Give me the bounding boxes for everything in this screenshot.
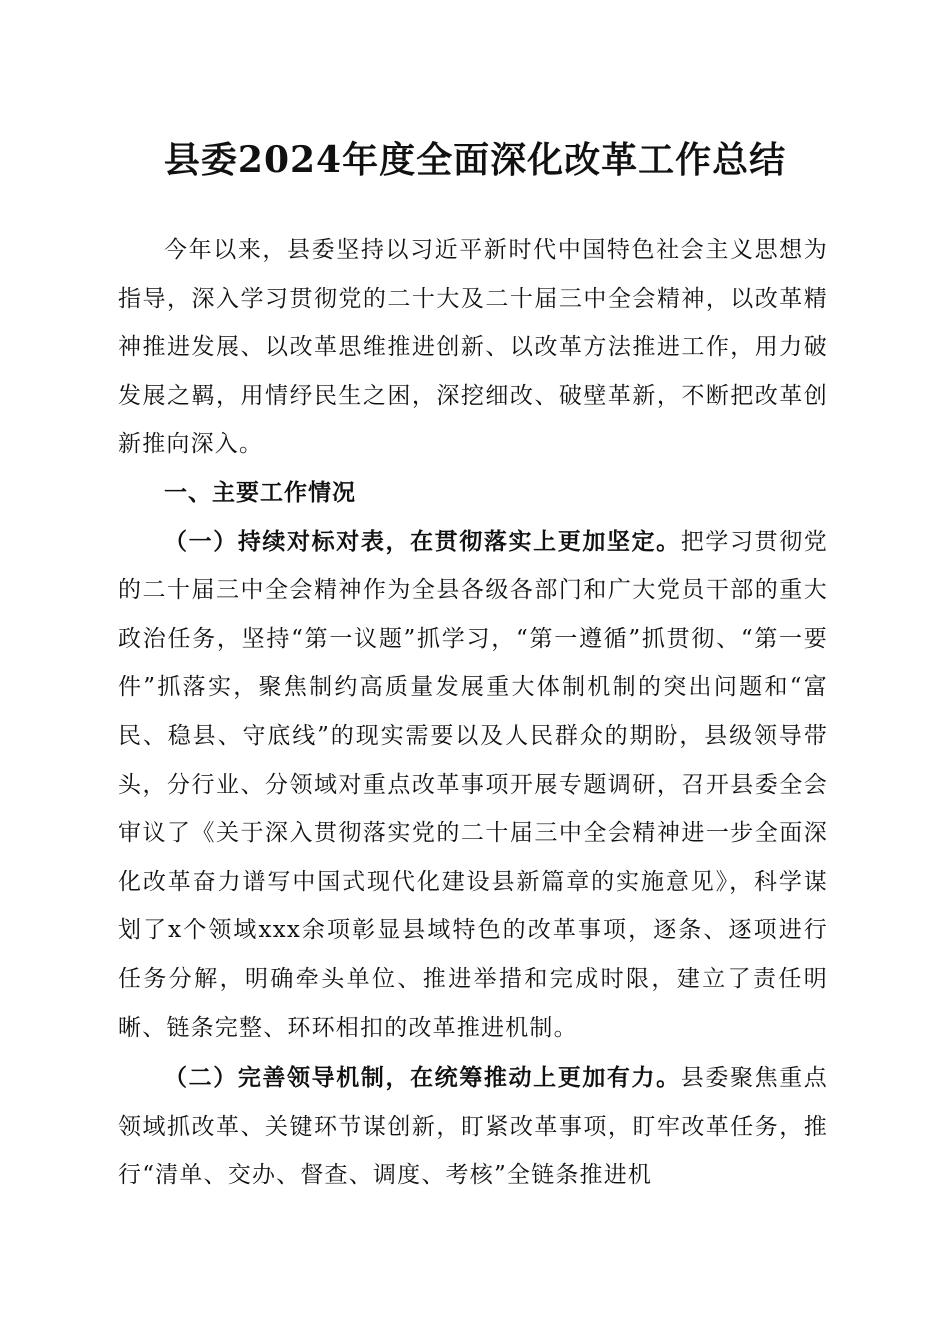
item-1-paragraph (118, 518, 828, 1053)
document-body (118, 226, 828, 1200)
document-title: 县委2024年度全面深化改革工作总结 (163, 139, 787, 181)
item-2-lead: （二）完善领导机制，在统筹推动上更加有力。 (164, 1064, 681, 1092)
item-1-lead: （一）持续对标对表，在贯彻落实上更加坚定。 (164, 527, 681, 555)
item-1-text: 把学习贯彻党的二十届三中全会精神作为全县各级各部门和广大党员干部的重大政治任务，坚持“第一议题”抓学习，“第一遵循”抓贯彻、“第一要件”抓落实，聚焦制约高质量发展重大体制机制的突出问题和“富民、稳县、守底线”的现实需要以及人民群众的期盼，县级领导带头，分行业、分领域对重点改革事项开展专题调研，召开县委全会审议了《关于深入贯彻落实党的二十届三中全会精神进一步全面深化改革奋力谱写中国式现代化建设县新篇章的实施意见》，科学谋划了x个领域xxx余项彰显县域特色的改革事项，逐条、逐项进行任务分解，明确牵头单位、推进举措和完成时限，建立了责任明晰、链条完整、环环相扣的改革推进机制。 (118, 528, 829, 1041)
item-2-paragraph (118, 1054, 828, 1200)
intro-paragraph: 今年以来，县委坚持以习近平新时代中国特色社会主义思想为指导，深入学习贯彻党的二十大及二十届三中全会精神，以改革精神推进发展、以改革思维推进创新、以改革方法推进工作，用力破发展之羁，用情纾民生之困，深挖细改、破壁革新，不断把改革创新推向深入。 (118, 237, 828, 458)
item-2-text: 县委聚焦重点领域抓改革、关键环节谋创新，盯紧改革事项，盯牢改革任务，推行“清单、交办、督查、调度、考核”全链条推进机 (118, 1065, 829, 1189)
section-heading: 一、主要工作情况 (164, 479, 356, 506)
